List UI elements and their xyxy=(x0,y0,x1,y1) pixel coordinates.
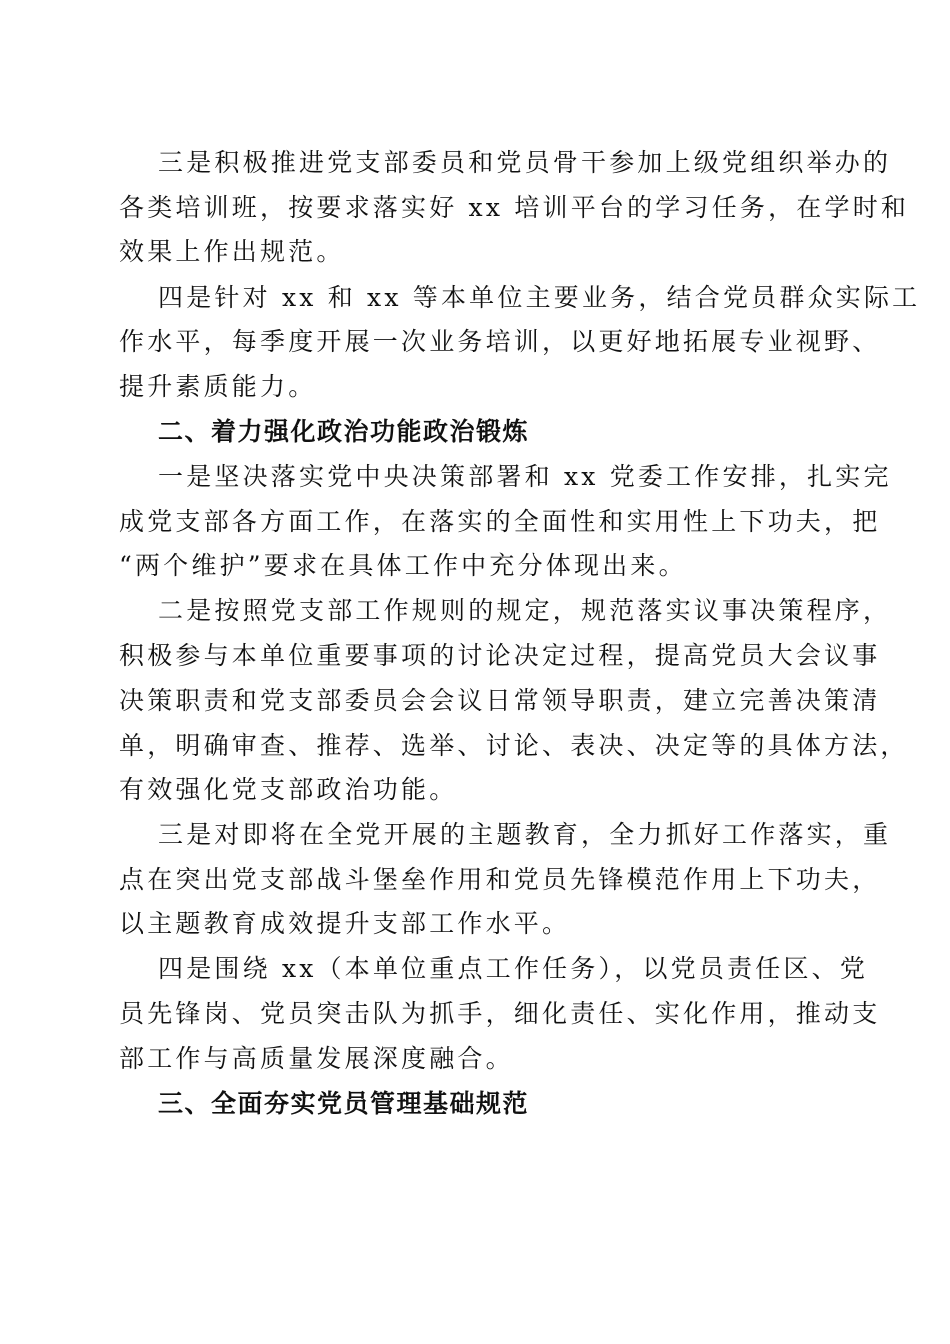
paragraph-3-line-1: 一是坚决落实党中央决策部署和 xx 党委工作安排，扎实完 xyxy=(158,462,892,491)
paragraph-2-line-1: 四是针对 xx 和 xx 等本单位主要业务，结合党员群众实际工 xyxy=(158,283,921,312)
paragraph-4-line-5: 有效强化党支部政治功能。 xyxy=(119,775,458,804)
paragraph-1-line-2: 各类培训班，按要求落实好 xx 培训平台的学习任务，在学时和 xyxy=(119,193,910,222)
paragraph-2-line-3: 提升素质能力。 xyxy=(119,372,317,401)
paragraph-6-line-1: 四是围绕 xx（本单位重点工作任务），以党员责任区、党 xyxy=(158,954,869,983)
paragraph-5-line-2: 点在突出党支部战斗堡垒作用和党员先锋模范作用上下功夫， xyxy=(119,865,881,894)
paragraph-4-line-2: 积极参与本单位重要事项的讨论决定过程，提高党员大会议事 xyxy=(119,641,881,670)
paragraph-5-line-3: 以主题教育成效提升支部工作水平。 xyxy=(119,909,571,938)
section-heading-2: 二、着力强化政治功能政治锻炼 xyxy=(158,417,530,446)
paragraph-4-line-1: 二是按照党支部工作规则的规定，规范落实议事决策程序， xyxy=(158,596,892,625)
paragraph-1-line-1: 三是积极推进党支部委员和党员骨干参加上级党组织举办的 xyxy=(158,148,892,177)
paragraph-5-line-1: 三是对即将在全党开展的主题教育，全力抓好工作落实，重 xyxy=(158,820,892,849)
section-heading-3: 三、全面夯实党员管理基础规范 xyxy=(158,1089,530,1118)
paragraph-1-line-3: 效果上作出规范。 xyxy=(119,237,345,266)
paragraph-6-line-3: 部工作与高质量发展深度融合。 xyxy=(119,1044,514,1073)
paragraph-4-line-3: 决策职责和党支部委员会会议日常领导职责，建立完善决策清 xyxy=(119,686,881,715)
paragraph-4-line-4: 单，明确审查、推荐、选举、讨论、表决、决定等的具体方法， xyxy=(119,731,909,760)
paragraph-3-line-3: “两个维护”要求在具体工作中充分体现出来。 xyxy=(119,551,687,580)
paragraph-3-line-2: 成党支部各方面工作，在落实的全面性和实用性上下功夫，把 xyxy=(119,507,881,536)
paragraph-6-line-2: 员先锋岗、党员突击队为抓手，细化责任、实化作用，推动支 xyxy=(119,999,881,1028)
paragraph-2-line-2: 作水平，每季度开展一次业务培训，以更好地拓展专业视野、 xyxy=(119,327,881,356)
